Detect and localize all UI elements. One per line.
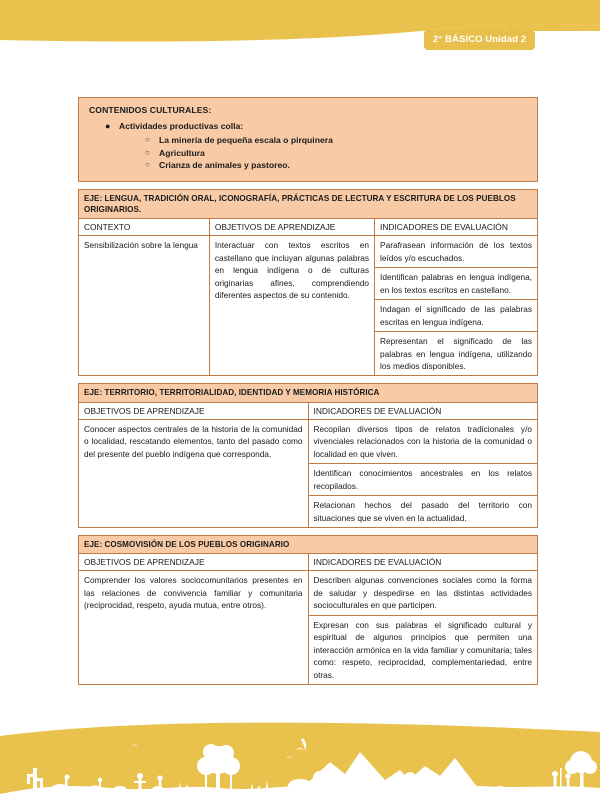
eje-table-territorio	[78, 383, 538, 528]
cell-objetivo: Interactuar con textos escritos en castellano que incluyan algunas palabras en lengua indígena o de culturas originarias afines, comprendiendo diferentes aspectos de su contenido.	[209, 236, 374, 376]
circle-bullet-icon: ○	[145, 160, 150, 169]
cell-indicador: Expresan con sus palabras el significado cultural y espiritual de algunos principios que permiten una interacción armónica en la vida familiar y comunitaria; tales como: respeto, reciprocidad, complementariedad, entre otras.	[308, 615, 538, 684]
unit-badge: 2° BÁSICO Unidad 2	[424, 30, 535, 50]
table-row-eje-header	[79, 189, 538, 219]
eje-title: EJE: LENGUA, TRADICIÓN ORAL, ICONOGRAFÍA, PRÁCTICAS DE LECTURA Y ESCRITURA DE LOS PUEBLOS ORIGINARIOS.	[79, 189, 538, 219]
column-header-contexto: CONTEXTO	[79, 219, 210, 236]
eje-table-lengua	[78, 189, 538, 377]
cell-indicador: Describen algunas convenciones sociales como la forma de saludar y despedirse en las distintas actividades socioculturales en que participen.	[308, 571, 538, 615]
circle-bullet-icon: ○	[145, 135, 150, 144]
table-row-eje-header	[79, 535, 538, 553]
cultural-contents-level1-item	[105, 121, 527, 131]
circle-bullet-icon: ○	[145, 147, 150, 157]
bullet-icon: ●	[105, 121, 111, 131]
column-header-objetivos: OBJETIVOS DE APRENDIZAJE	[79, 402, 309, 419]
cultural-contents-level2-item	[145, 147, 527, 158]
cultural-contents-title: CONTENIDOS CULTURALES:	[89, 105, 212, 115]
cell-indicador: Identifican conocimientos ancestrales en los relatos recopilados.	[308, 464, 538, 496]
cell-indicador: Indagan el significado de las palabras escritas en lengua indígena.	[375, 300, 538, 332]
document-content	[78, 97, 538, 685]
cell-indicador: Identifican palabras en lengua indígena, en los textos escritos en castellano.	[375, 268, 538, 300]
cell-contexto: Sensibilización sobre la lengua	[79, 236, 210, 376]
cultural-contents-box	[78, 97, 538, 182]
cell-indicador: Parafrasean información de los textos leídos y/o escuchados.	[375, 236, 538, 268]
eje-title: EJE: TERRITORIO, TERRITORIALIDAD, IDENTIDAD Y MEMORIA HISTÓRICA	[79, 384, 538, 402]
table-row-column-headers	[79, 402, 538, 419]
column-header-objetivos: OBJETIVOS DE APRENDIZAJE	[209, 219, 374, 236]
footer-decorative-band	[0, 722, 600, 800]
column-header-indicadores: INDICADORES DE EVALUACIÓN	[375, 219, 538, 236]
column-header-indicadores: INDICADORES DE EVALUACIÓN	[308, 402, 538, 419]
cultural-contents-level1-label: Actividades productivas colla:	[119, 121, 244, 131]
cell-indicador: Representan el significado de las palabras en lengua indígena, utilizando los medios disponibles.	[375, 332, 538, 376]
cell-objetivo: Comprender los valores sociocomunitarios presentes en las relaciones de convivencia familiar y comunitaria (reciprocidad, respeto, ayuda mutua, entre otros).	[79, 571, 309, 685]
cell-indicador: Recopilan diversos tipos de relatos tradicionales y/o vivenciales relacionados con la historia de la comunidad o localidad en que viven.	[308, 419, 538, 463]
cultural-contents-level2-label: Crianza de animales y pastoreo.	[159, 160, 290, 170]
eje-title: EJE: COSMOVISIÓN DE LOS PUEBLOS ORIGINARIO	[79, 535, 538, 553]
table-row	[79, 236, 538, 268]
column-header-indicadores: INDICADORES DE EVALUACIÓN	[308, 554, 538, 571]
table-row-eje-header	[79, 384, 538, 402]
table-row-column-headers	[79, 219, 538, 236]
column-header-objetivos: OBJETIVOS DE APRENDIZAJE	[79, 554, 309, 571]
eje-table-cosmovision	[78, 535, 538, 685]
cell-objetivo: Conocer aspectos centrales de la historia de la comunidad o localidad, rescatando elementos, tanto del pasado como del presente del pueblo indígena que corresponda.	[79, 419, 309, 527]
table-row-column-headers	[79, 554, 538, 571]
cultural-contents-level2-item	[145, 135, 527, 145]
table-row	[79, 571, 538, 615]
cultural-contents-level2-item	[145, 160, 527, 170]
cultural-contents-level2-label: Agricultura	[159, 147, 205, 158]
cell-indicador: Relacionan hechos del pasado del territorio con situaciones que se viven en la actualidad.	[308, 496, 538, 528]
table-row	[79, 419, 538, 463]
cultural-contents-level2-label: La minería de pequeña escala o pirquinera	[159, 135, 333, 145]
